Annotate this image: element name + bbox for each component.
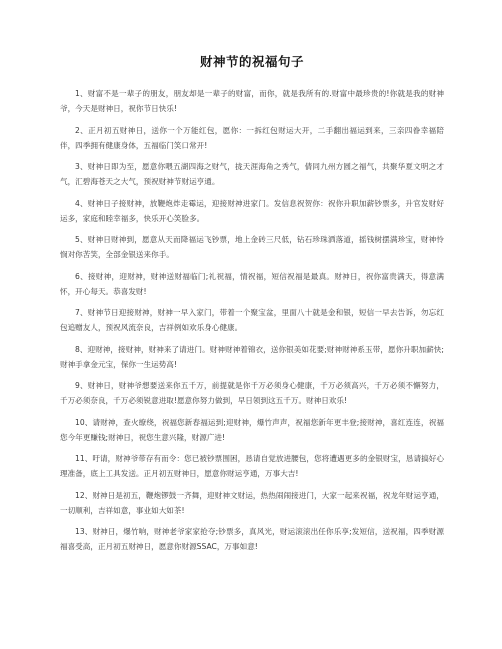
document-body <box>60 86 444 554</box>
paragraph-10: 10、请财神，查火缭绕，祝福您新春福运到;迎财神，爆竹声声，祝福您新年更丰登;接财神，喜红连连，祝福您今年更赚钱;财神日，祝您生意兴隆，财源广进! <box>60 417 444 442</box>
paragraph-12: 12、财神日是初五，鞭炮锣鼓一齐舞，迎财神文财运，热热闹闹接进门，大家一起来祝福，祝龙年财运亨通，一切顺利，吉祥如意，事业如大如茶! <box>60 490 444 515</box>
paragraph-9: 9、财神日，财神爷想要送来你五千万，前提就是你千万必须身心健康，千万必须高兴，千万必须不懈努力，千万必须奈良，千万必须锐意进取!愿意你努力做到，早日领到这五千万。财神日欢乐! <box>60 381 444 405</box>
paragraph-4: 4、财神日子接财神，放鞭炮炸走霉运，迎接财神进家门。发信息祝贺你：祝你升职加薪钞票多，升官发财好运多，家庭和睦幸福多，快乐开心笑脸多。 <box>60 198 444 223</box>
paragraph-13: 13、财神日，爆竹响，财神老爷家家抢夺;钞票多，真风光，财运滚滚出任你乐享;发短信，送祝福，四季财源福喜受高，正月初五财神日，愿意你财源SSAC，万事如意! <box>60 527 444 551</box>
document-title: 财神节的祝福句子 <box>199 54 304 69</box>
paragraph-2: 2、正月初五财神日，送你一个万能红包，愿你：一拆红包财运大开，二手翻出福运到来，三亲四眷幸福陪伴，四季拥有健康身体，五福临门笑口常开! <box>60 125 444 150</box>
paragraph-1: 1、财富不是一辈子的朋友，朋友却是一辈子的财富，而你，就是我所有的.财富中最珍贵的!你就是我的财神爷，今天是财神日，祝你节日快乐! <box>60 89 444 113</box>
paragraph-3: 3、财神日即为至，愿意你喂五湖四海之财气，拢天涯海角之秀气，倩同九州方圆之福气，共聚华夏文明之才气，汇碧海苍天之大气，预祝财神节财运亨通。 <box>60 162 444 186</box>
paragraph-6: 6、接财神，迎财神，财神送财福临门;礼祝福，情祝福，短信祝福是最真。财神日，祝你富贵满天，得意满怀，开心每天。恭喜发财! <box>60 271 444 296</box>
paragraph-8: 8、迎财神，接财神，财神来了请进门。财神财神着锦衣，送你银美如花要;财神财神系玉带，愿你升职加薪快;财神手拿金元宝，保你一生运势高! <box>60 344 444 369</box>
paragraph-11: 11、吁请，财神爷带存有而令：您已被钞票围困，恳请自觉放进腰包，您将遭遇更多的金银财宝，恳请搞好心理准备，底上工具发送。正月初五财神日，愿意你财运亨通，万事大吉! <box>60 454 444 478</box>
paragraph-7: 7、财神节日迎接财神，财神一早入家门，带着一个聚宝盆，里面八十就是金和银，短信一早去告诉，勿忘红包追赠友人，预祝风流奈良，吉祥例如欢乐身心健康。 <box>60 308 444 332</box>
paragraph-5: 5、财神日财神到，愿意从天而降福运飞钞票，地上金砖三尺低，钻石珍珠洒落道，摇钱树摆满珍宝，财神怜悯对你苦笑，全部金银送来你手。 <box>60 235 444 259</box>
